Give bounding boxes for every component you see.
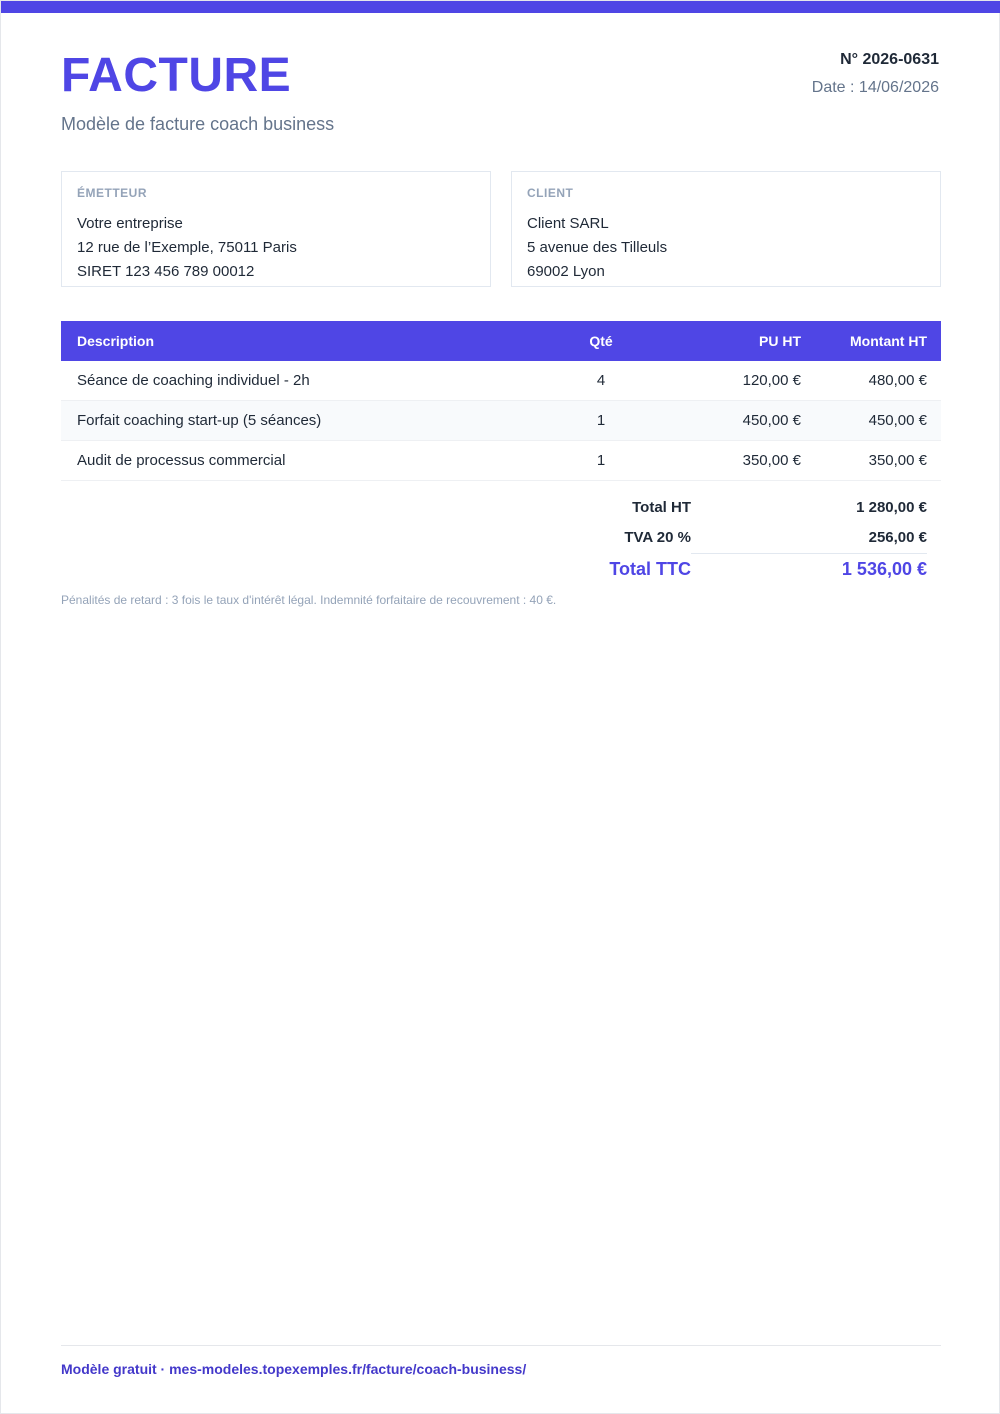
row-unit-price: 450,00 € [742,412,801,429]
header-qty: Qté [589,333,613,349]
issuer-label: ÉMETTEUR [77,186,147,200]
late-payment-note: Pénalités de retard : 3 fois le taux d'intérêt légal. Indemnité forfaitaire de recouvrement : 40 €. [61,593,557,607]
total-ht-label: Total HT [632,499,691,516]
invoice-title: FACTURE [61,49,292,102]
footer-link[interactable]: Modèle gratuit · mes-modeles.topexemples.fr/facture/coach-business/ [61,1361,527,1377]
row-description: Audit de processus commercial [77,452,286,469]
invoice-date: Date : 14/06/2026 [811,79,939,96]
issuer-line: Votre entreprise [77,215,183,232]
table-row [61,441,941,481]
header-description: Description [77,333,155,349]
tva-row [541,528,927,548]
row-qty: 4 [596,372,606,389]
client-box [511,171,941,287]
row-amount: 350,00 € [868,452,927,469]
invoice-subtitle: Modèle de facture coach business [61,114,335,134]
table-row [61,361,941,401]
client-label: CLIENT [527,186,574,200]
issuer-line: SIRET 123 456 789 00012 [77,263,255,280]
total-ttc-value: 1 536,00 € [841,559,927,579]
top-accent-bar [1,1,1000,13]
row-qty: 1 [596,452,606,469]
row-description: Séance de coaching individuel - 2h [77,372,310,389]
totals-divider [691,553,927,554]
table-header [61,321,941,361]
tva-label: TVA 20 % [624,529,691,546]
total-ttc-label: Total TTC [609,559,691,579]
client-line: 69002 Lyon [527,263,605,280]
issuer-line: 12 rue de l’Exemple, 75011 Paris [77,239,297,256]
row-description: Forfait coaching start-up (5 séances) [77,412,322,429]
row-unit-price: 120,00 € [742,372,801,389]
header-unit-price: PU HT [759,333,801,349]
row-amount: 480,00 € [868,372,927,389]
row-unit-price: 350,00 € [742,452,801,469]
client-line: Client SARL [527,215,609,232]
items-table [61,321,941,481]
row-qty: 1 [596,412,606,429]
total-ht-value: 1 280,00 € [856,499,927,516]
footer-divider [61,1345,941,1346]
invoice-number: N° 2026-0631 [840,51,939,68]
row-amount: 450,00 € [868,412,927,429]
tva-value: 256,00 € [868,529,927,546]
invoice-meta [812,49,939,99]
total-ht-row [541,498,927,518]
total-ttc-row [541,557,927,581]
client-line: 5 avenue des Tilleuls [527,239,668,256]
table-row [61,401,941,441]
issuer-box [61,171,491,287]
header-amount: Montant HT [850,333,927,349]
